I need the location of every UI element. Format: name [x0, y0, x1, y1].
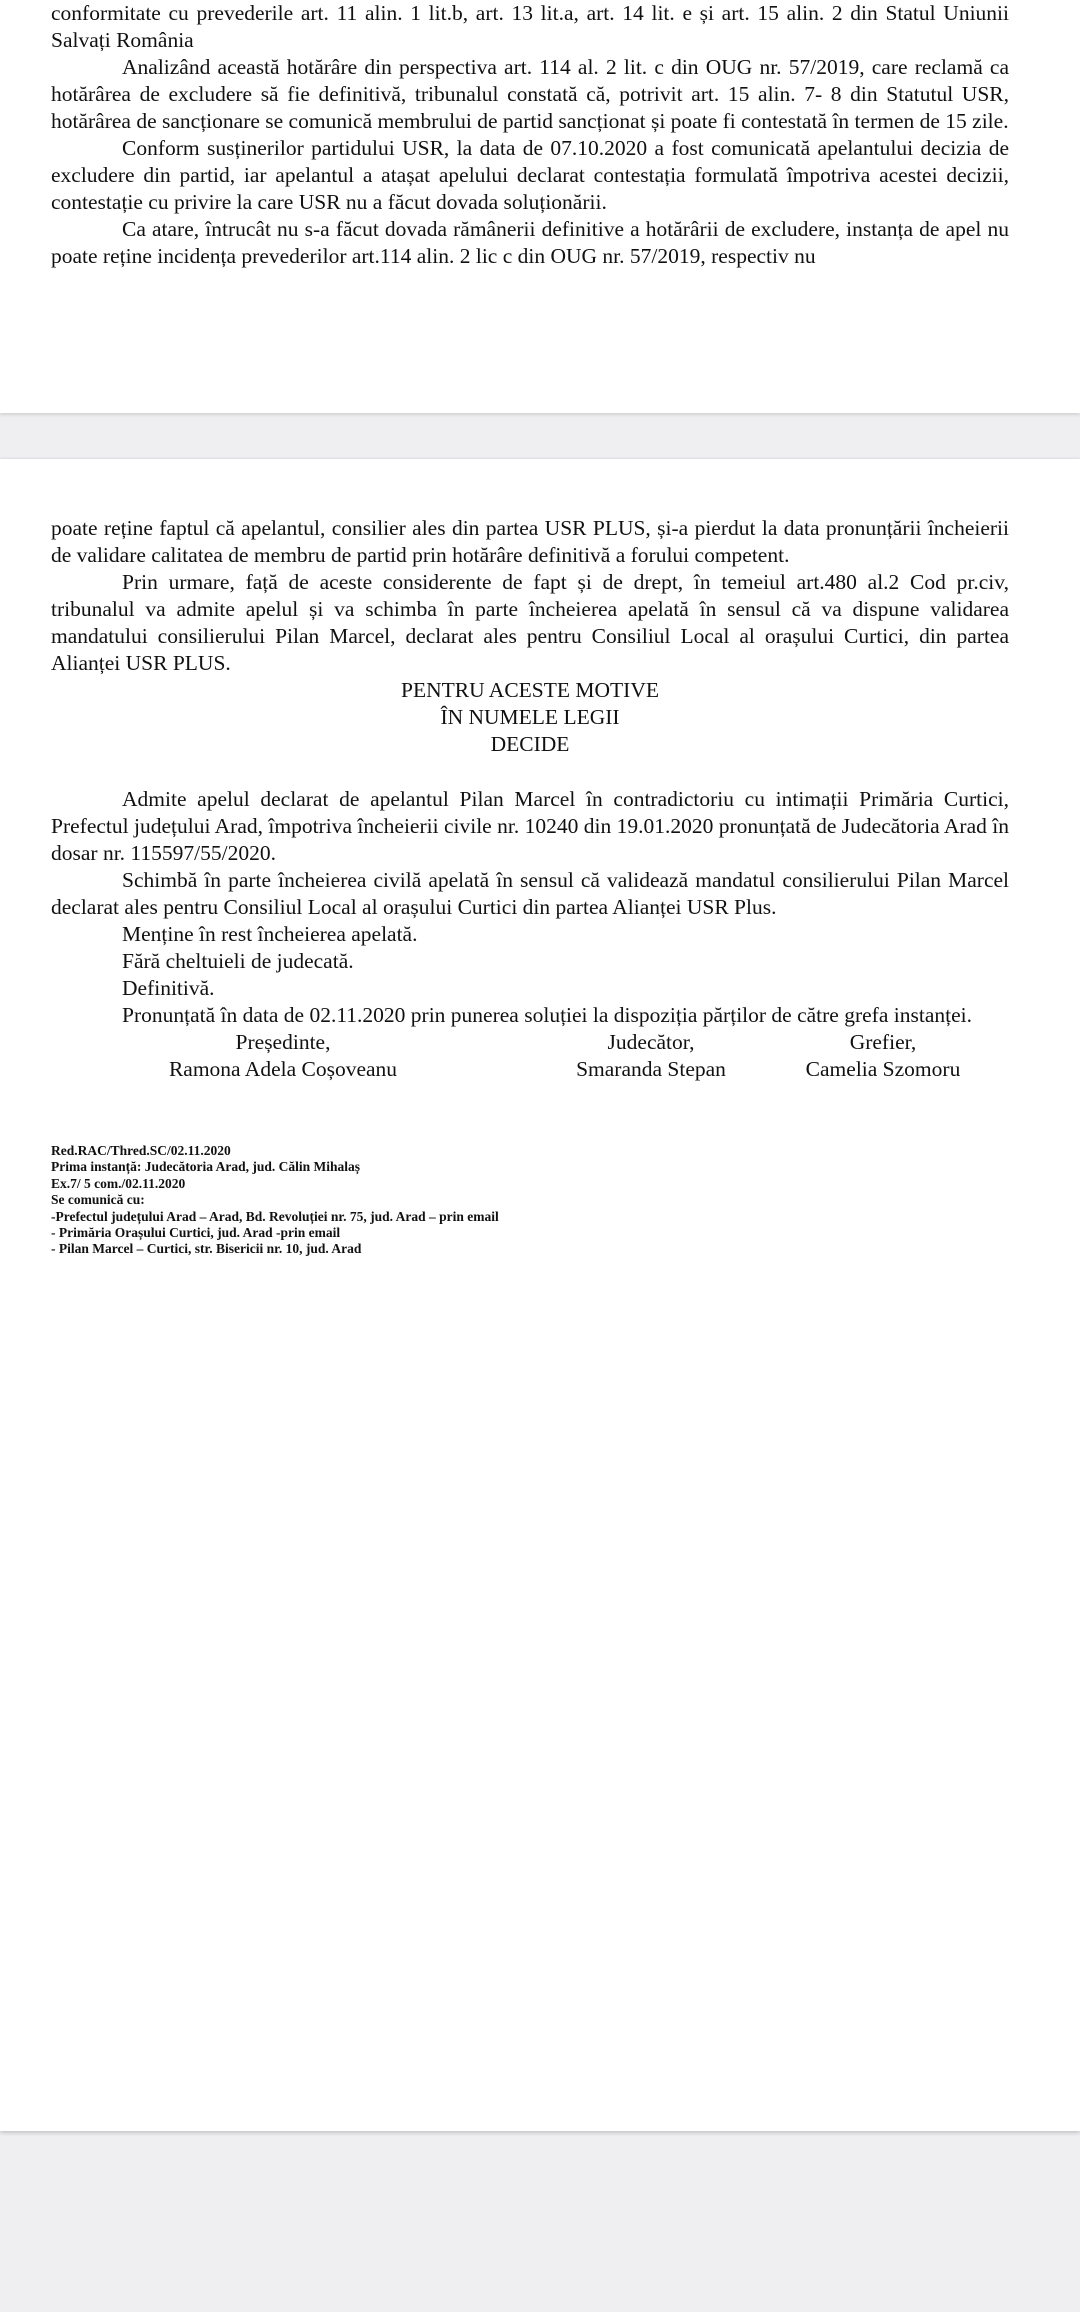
note-line: - Pilan Marcel – Curtici, str. Bisericii nr. 10, jud. Arad [51, 1241, 362, 1257]
signature-name: Camelia Szomoru [805, 1057, 961, 1081]
signature-role: Președinte, [235, 1030, 331, 1054]
heading-line: ÎN NUMELE LEGII [440, 705, 620, 729]
decision-heading [51, 677, 1009, 758]
note-line: -Prefectul județului Arad – Arad, Bd. Revoluției nr. 75, jud. Arad – prin email [51, 1208, 499, 1224]
heading-line: DECIDE [490, 732, 570, 756]
signature-name: Smaranda Stepan [576, 1057, 726, 1081]
signature-judge [531, 1029, 771, 1083]
note-line: Prima instanță: Judecătoria Arad, jud. Călin Mihalaș [51, 1159, 361, 1175]
signature-clerk [758, 1029, 1008, 1083]
paragraph: Ca atare, întrucât nu s-a făcut dovada rămânerii definitive a hotărârii de excludere, instanța de apel nu poate reține incidența prevederilor art.114 alin. 2 lic c din OUG nr. 57/2019, respectiv nu [51, 217, 1009, 268]
note-line: Red.RAC/Thred.SC/02.11.2020 [51, 1143, 231, 1158]
document-page-top [0, 0, 1080, 413]
signature-role: Judecător, [607, 1030, 695, 1054]
note-line: - Primăria Orașului Curtici, jud. Arad -prin email [51, 1225, 341, 1241]
page-top-text [51, 0, 1009, 270]
document-page-bottom [0, 459, 1080, 2131]
decision-paragraph: Definitivă. [122, 976, 215, 1000]
signature-block [51, 1029, 1009, 1085]
signature-role: Grefier, [849, 1030, 917, 1054]
paragraph: conformitate cu prevederile art. 11 alin. 1 lit.b, art. 13 lit.a, art. 14 lit. e și art. 15 alin. 2 din Statul Uniunii Salvați România [51, 1, 1009, 52]
page-bottom-text [51, 515, 1009, 677]
decision-paragraph: Pronunțată în data de 02.11.2020 prin punerea soluției la dispoziția părților de către grefa instanței. [122, 1003, 972, 1027]
decision-paragraph: Fără cheltuieli de judecată. [122, 949, 354, 973]
decision-paragraph: Admite apelul declarat de apelantul Pilan Marcel în contradictoriu cu intimații Primăria Curtici, Prefectul județului Arad, împotriva încheierii civile nr. 10240 din 19.01.2020 pronunțată de Judecătoria Arad în dosar nr. 115597/55/2020. [51, 787, 1009, 865]
signature-president [158, 1029, 408, 1083]
footer-notes [51, 1143, 1009, 1258]
paragraph: poate reține faptul că apelantul, consilier ales din partea USR PLUS, și-a pierdut la data pronunțării încheierii de validare calitatea de membru de partid prin hotărâre definitivă a forului competent. [51, 516, 1009, 567]
decision-text [51, 786, 1009, 1029]
heading-line: PENTRU ACESTE MOTIVE [401, 678, 659, 702]
decision-paragraph: Schimbă în parte încheierea civilă apelată în sensul că validează mandatul consilierului Pilan Marcel declarat ales pentru Consiliul Local al orașului Curtici din partea Alianței USR Plus. [51, 868, 1009, 919]
signature-name: Ramona Adela Coșoveanu [168, 1057, 398, 1081]
paragraph: Analizând această hotărâre din perspectiva art. 114 al. 2 lit. c din OUG nr. 57/2019, care reclamă ca hotărârea de excludere să fie definitivă, tribunalul constată că, potrivit art. 15 alin. 7- 8 din Statutul USR, hotărârea de sancționare se comunică membrului de partid sancționat și poate fi contestată în termen de 15 zile. [51, 55, 1009, 133]
note-line: Se comunică cu: [51, 1192, 145, 1208]
paragraph: Conform susținerilor partidului USR, la data de 07.10.2020 a fost comunicată apelantului decizia de excludere din partid, iar apelantul a atașat apelului declarat contestația formulată împotriva acestei decizii, contestație cu privire la care USR nu a făcut dovada soluționării. [51, 136, 1009, 214]
paragraph: Prin urmare, față de aceste considerente de fapt și de drept, în temeiul art.480 al.2 Cod pr.civ, tribunalul va admite apelul și va schimba în parte încheierea apelată în sensul că va dispune validarea mandatului consilierului Pilan Marcel, declarat ales pentru Consiliul Local al orașului Curtici, din partea Alianței USR PLUS. [51, 570, 1009, 675]
note-line: Ex.7/ 5 com./02.11.2020 [51, 1175, 186, 1191]
decision-paragraph: Menține în rest încheierea apelată. [122, 922, 418, 946]
